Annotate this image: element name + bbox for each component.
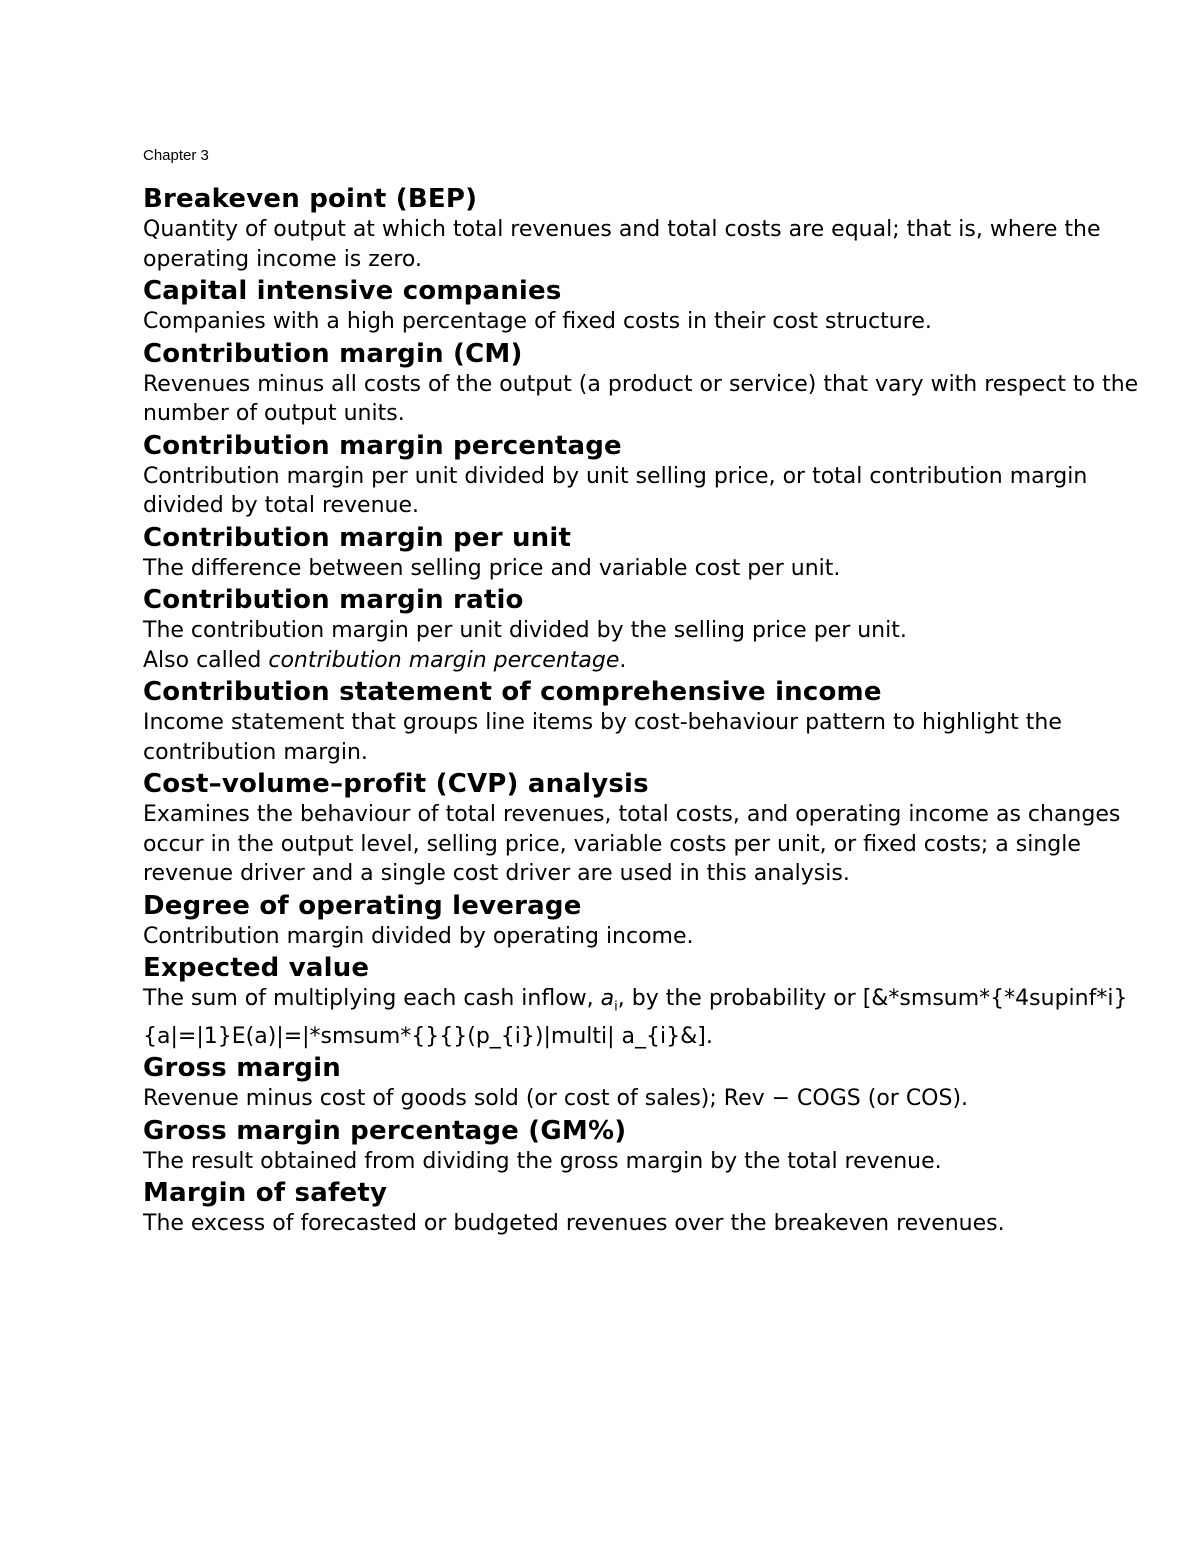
definition-text: , by the probability or [&*smsum*{*4supinf*i}{a|=|1}E(a)|=|*smsum*{}{}(p_{i})|multi| a_{i}&].	[143, 986, 1128, 1049]
glossary-term: Capital intensive companies	[143, 276, 562, 306]
definition-italic-text: a	[600, 986, 615, 1011]
glossary-term: Contribution margin ratio	[143, 585, 524, 615]
glossary-entry	[143, 891, 1143, 952]
glossary-entry	[143, 677, 1143, 767]
glossary-term: Gross margin	[143, 1053, 341, 1084]
glossary-definition	[143, 616, 1143, 675]
glossary-term: Contribution statement of comprehensive income	[143, 677, 882, 707]
glossary-definition: Companies with a high percentage of fixed costs in their cost structure.	[143, 309, 932, 334]
glossary-definition	[143, 984, 1143, 1051]
glossary-definition: Examines the behaviour of total revenues, total costs, and operating income as changes occur in the output level, selling price, variable costs per unit, or fixed costs; a single revenue driver and a single cost driver are used in this analysis.	[143, 802, 1121, 886]
definition-subscript: i	[614, 999, 618, 1015]
glossary-term: Expected value	[143, 953, 370, 983]
chapter-label: Chapter 3	[143, 147, 209, 164]
glossary-definition: The difference between selling price and variable cost per unit.	[143, 555, 841, 581]
definition-text: .	[619, 647, 627, 673]
glossary-definition: Income statement that groups line items by cost-behaviour pattern to highlight the contribution margin.	[143, 710, 1062, 765]
glossary-entry	[143, 431, 1143, 521]
glossary-definition: Contribution margin per unit divided by unit selling price, or total contribution margin divided by total revenue.	[143, 463, 1088, 518]
glossary-entry	[143, 523, 1143, 584]
glossary-entry	[143, 339, 1143, 429]
glossary-definition: Revenues minus all costs of the output (a product or service) that vary with respect to the number of output units.	[143, 371, 1139, 426]
glossary-entry	[143, 1116, 1143, 1177]
glossary-term: Cost–volume–profit (CVP) analysis	[143, 769, 649, 799]
glossary-definition: Contribution margin divided by operating income.	[143, 923, 694, 949]
glossary-definition: Revenue minus cost of goods sold (or cost of sales); Rev − COGS (or COS).	[143, 1086, 969, 1112]
definition-text: The contribution margin per unit divided by the selling price per unit.	[143, 618, 907, 643]
glossary-entry	[143, 769, 1143, 889]
glossary-term: Margin of safety	[143, 1178, 388, 1209]
glossary-entry	[143, 276, 1143, 337]
glossary-term: Contribution margin (CM)	[143, 338, 523, 369]
glossary-definition: Quantity of output at which total revenues and total costs are equal; that is, where the operating income is zero.	[143, 217, 1101, 272]
glossary-entry	[143, 1053, 1143, 1114]
glossary-entry	[143, 585, 1143, 675]
glossary-term: Breakeven point (BEP)	[143, 184, 478, 214]
glossary-definition: The result obtained from dividing the gross margin by the total revenue.	[143, 1148, 942, 1174]
glossary-term: Contribution margin percentage	[143, 430, 622, 461]
definition-text: Also called	[143, 647, 269, 673]
definition-text: The sum of multiplying each cash inflow,	[143, 986, 601, 1011]
glossary-term: Contribution margin per unit	[143, 522, 572, 553]
glossary-term: Degree of operating leverage	[143, 890, 582, 921]
glossary-term: Gross margin percentage (GM%)	[143, 1115, 627, 1146]
document-page	[143, 144, 1143, 1241]
glossary-definition: The excess of forecasted or budgeted revenues over the breakeven revenues.	[143, 1211, 1005, 1237]
glossary-entry	[143, 184, 1143, 274]
definition-italic-text: contribution margin percentage	[268, 647, 620, 673]
glossary-entry	[143, 1178, 1143, 1239]
glossary-entry	[143, 953, 1143, 1051]
